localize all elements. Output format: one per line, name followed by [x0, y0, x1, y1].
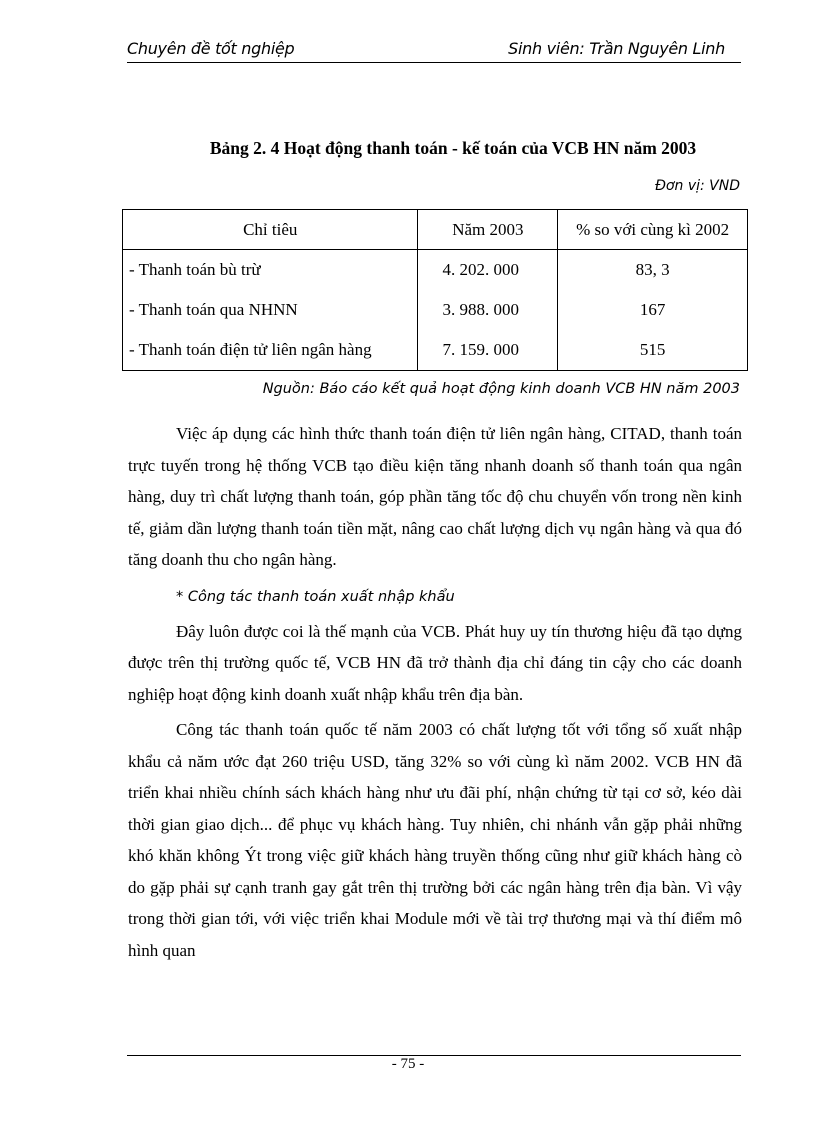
table-row [123, 250, 748, 291]
table-row [123, 330, 748, 371]
row-indicator: - Thanh toán bù trừ [123, 250, 418, 291]
payment-activity-table [122, 209, 748, 371]
table-header-row [123, 210, 748, 250]
section-heading-import-export: * Công tác thanh toán xuất nhập khẩu [176, 588, 455, 605]
row-value-2003: 3. 988. 000 [418, 290, 558, 330]
table-unit: Đơn vị: VND [655, 178, 740, 194]
page-number: - 75 - [391, 1056, 425, 1072]
header-author: Sinh viên: Trần Nguyên Linh [508, 39, 725, 58]
row-value-2003: 4. 202. 000 [418, 250, 558, 291]
column-header-indicator: Chỉ tiêu [123, 210, 418, 250]
column-header-year-2003: Năm 2003 [418, 210, 558, 250]
body-text [128, 418, 742, 966]
table-source: Nguồn: Báo cáo kết quả hoạt động kinh doanh VCB HN năm 2003 [262, 381, 740, 397]
table-row [123, 290, 748, 330]
row-percent: 515 [558, 330, 748, 371]
row-indicator: - Thanh toán qua NHNN [123, 290, 418, 330]
table-title: Bảng 2. 4 Hoạt động thanh toán - kế toán của VCB HN năm 2003 [209, 138, 697, 158]
row-value-2003: 7. 159. 000 [418, 330, 558, 371]
page-header [127, 38, 741, 63]
header-document-type: Chuyên đề tốt nghiệp [127, 39, 295, 58]
paragraph-vcb-strength: Đây luôn được coi là thế mạnh của VCB. Phát huy uy tín thương hiệu đã tạo dựng được trên thị trường quốc tế, VCB HN đã trở thành địa chỉ đáng tin cậy cho các doanh nghiệp hoạt động kinh doanh xuất nhập khẩu trên địa bàn. [128, 621, 742, 704]
row-percent: 167 [558, 290, 748, 330]
row-indicator: - Thanh toán điện tử liên ngân hàng [123, 330, 418, 371]
paragraph-international-payment: Công tác thanh toán quốc tế năm 2003 có chất lượng tốt với tổng số xuất nhập khẩu cả năm ước đạt 260 triệu USD, tăng 32% so với cùng kì năm 2002. VCB HN đã triển khai nhiều chính sách khách hàng như ưu đãi phí, nhận chứng từ tại cơ sở, kéo dài thời gian giao dịch... để phục vụ khách hàng. Tuy nhiên, chi nhánh vẫn gặp phải những khó khăn không Ýt trong việc giữ khách hàng truyền thống cũng như giữ khách hàng cò do gặp phải sự cạnh tranh gay gắt trên thị trường bởi các ngân hàng trên địa bàn. Vì vậy trong thời gian tới, với việc triển khai Module mới về tài trợ thương mại và thí điểm mô hình quan [128, 720, 742, 960]
row-percent: 83, 3 [558, 250, 748, 291]
column-header-percent-vs-2002: % so với cùng kì 2002 [558, 210, 748, 250]
paragraph-electronic-payment: Việc áp dụng các hình thức thanh toán điện tử liên ngân hàng, CITAD, thanh toán trực tuyến trong hệ thống VCB tạo điều kiện tăng nhanh doanh số thanh toán qua ngân hàng, duy trì chất lượng thanh toán, góp phần tăng tốc độ chu chuyển vốn trong nền kinh tế, giảm dần lượng thanh toán tiền mặt, nâng cao chất lượng dịch vụ ngân hàng và qua đó tăng doanh thu cho ngân hàng. [128, 424, 742, 569]
